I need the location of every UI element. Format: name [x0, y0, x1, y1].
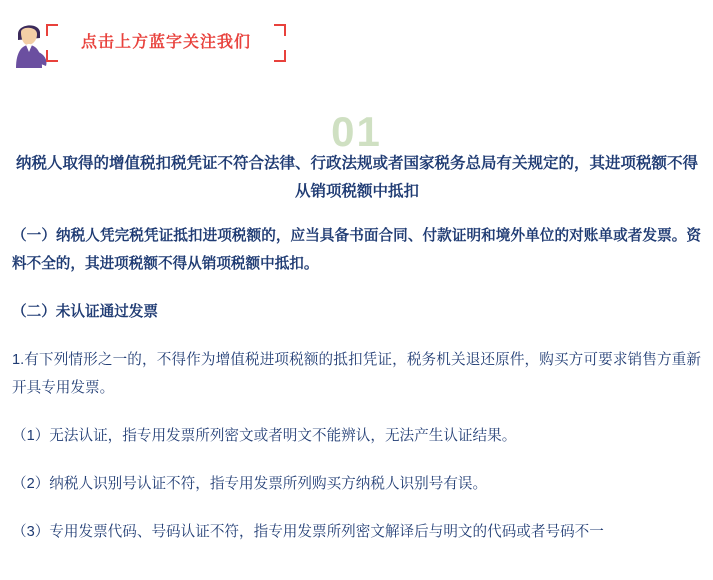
paragraph-6: （3）专用发票代码、号码认证不符，指专用发票所列密文解译后与明文的代码或者号码不一: [12, 524, 604, 540]
section-number: 01: [331, 108, 382, 155]
paragraph-5: （2）纳税人识别号认证不符，指专用发票所列购买方纳税人识别号有误。: [12, 476, 488, 492]
paragraph-3: 1.有下列情形之一的，不得作为增值税进项税额的抵扣凭证，税务机关退还原件，购买方可要求销售方重新开具专用发票。: [12, 352, 701, 396]
paragraph-4: （1）无法认证，指专用发票所列密文或者明文不能辨认，无法产生认证结果。: [12, 428, 517, 444]
follow-us-banner: [0, 10, 300, 72]
paragraph-2: （二）未认证通过发票: [12, 304, 158, 320]
paragraph-1: （一）纳税人凭完税凭证抵扣进项税额的，应当具备书面合同、付款证明和境外单位的对账单或者发票。资料不全的，其进项税额不得从销项税额中抵扣。: [12, 228, 701, 272]
page-title: 纳税人取得的增值税扣税凭证不符合法律、行政法规或者国家税务总局有关规定的，其进项税额不得从销项税额中抵扣: [15, 155, 698, 200]
follow-us-frame: [46, 24, 286, 62]
article-body: [12, 222, 701, 566]
follow-us-text: 点击上方蓝字关注我们: [80, 34, 251, 51]
